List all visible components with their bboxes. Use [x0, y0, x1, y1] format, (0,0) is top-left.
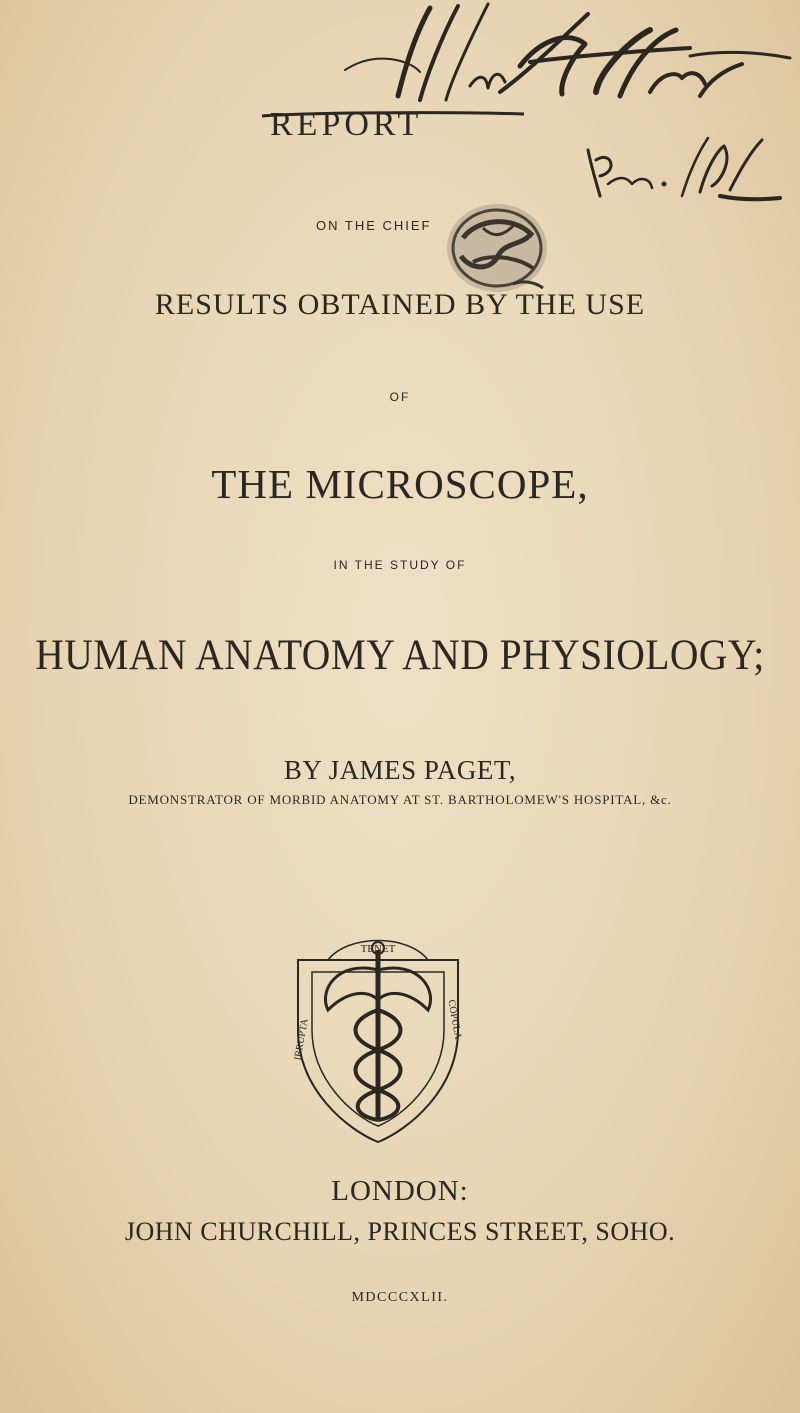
in-the-study-text: IN THE STUDY OF	[333, 558, 467, 572]
of-text: OF	[389, 390, 411, 404]
on-the-chief-text: ON THE CHIEF	[316, 218, 432, 233]
emblem-top-word: TENET	[360, 943, 396, 955]
handwritten-inscription	[0, 0, 800, 300]
caduceus-emblem	[288, 920, 468, 1145]
subject-heading: HUMAN ANATOMY AND PHYSIOLOGY;	[35, 632, 765, 679]
city-line: LONDON:	[331, 1175, 469, 1207]
author-position: DEMONSTRATOR OF MORBID ANATOMY AT ST. BARTHOLOMEW'S HOSPITAL, &c.	[128, 792, 672, 807]
results-line: RESULTS OBTAINED BY THE USE	[154, 288, 646, 321]
report-heading: REPORT	[270, 106, 423, 143]
microscope-heading: THE MICROSCOPE,	[211, 461, 589, 507]
library-stamp	[443, 198, 551, 298]
emblem-left-word: IRRUPTA	[292, 1017, 311, 1062]
date-line: MDCCCXLII.	[351, 1290, 449, 1305]
emblem-right-word: COPULA	[445, 998, 464, 1041]
publisher-line: JOHN CHURCHILL, PRINCES STREET, SOHO.	[124, 1217, 676, 1246]
author-line: BY JAMES PAGET,	[283, 755, 517, 785]
